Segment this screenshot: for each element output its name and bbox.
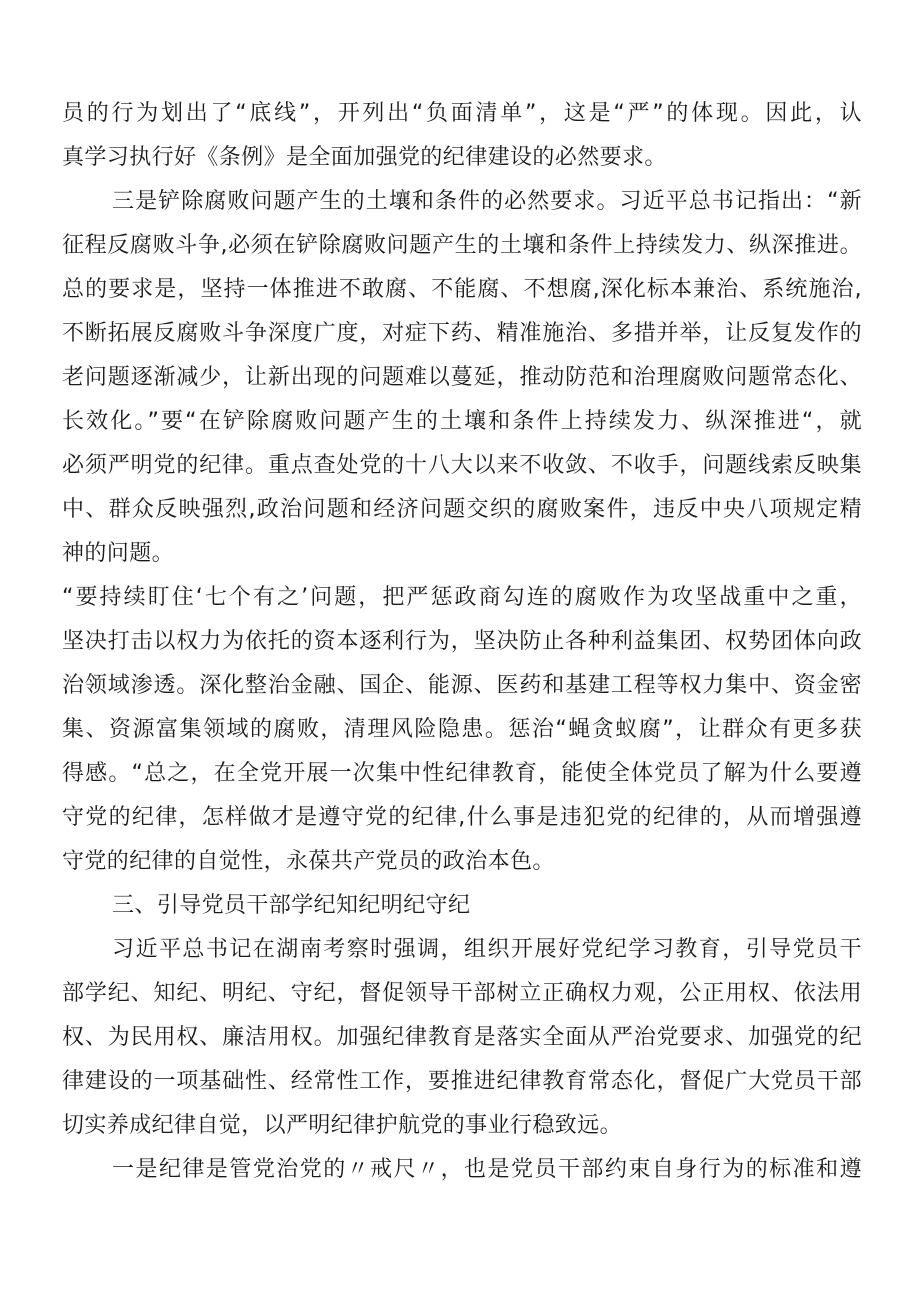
text-line: 切实养成纪律自觉，以严明纪律护航党的事业行稳致远。 xyxy=(62,1113,623,1138)
section-heading: 三、引导党员干部学纪知纪明纪守纪 xyxy=(112,893,471,918)
text-line: 律建设的一项基础性、经常性工作，要推进纪律教育常态化，督促广大党员干部 xyxy=(62,1069,862,1094)
text-line: 长效化。”要“在铲除腐败问题产生的土壤和条件上持续发力、纵深推进“，就 xyxy=(62,409,862,434)
text-line: 三是铲除腐败问题产生的土壤和条件的必然要求。习近平总书记指出：“新 xyxy=(112,189,862,214)
text-line: 中、群众反映强烈,政治问题和经济问题交织的腐败案件，违反中央八项规定精 xyxy=(62,497,862,522)
text-line: 征程反腐败斗争,必须在铲除腐败问题产生的土壤和条件上持续发力、纵深推进。 xyxy=(62,233,862,258)
text-line: 不断拓展反腐败斗争深度广度，对症下药、精准施治、多措并举，让反复发作的 xyxy=(62,321,862,346)
text-line: 集、资源富集领域的腐败，清理风险隐患。惩治“蝇贪蚁腐”，让群众有更多获 xyxy=(62,717,862,742)
text-line: 治领域渗透。深化整治金融、国企、能源、医药和基建工程等权力集中、资金密 xyxy=(62,673,862,698)
text-line: 必须严明党的纪律。重点查处党的十八大以来不收敛、不收手，问题线索反映集 xyxy=(62,453,862,478)
text-line: 习近平总书记在湖南考察时强调，组织开展好党纪学习教育，引导党员干 xyxy=(112,937,862,962)
text-line: 一是纪律是管党治党的〃戒尺〃，也是党员干部约束自身行为的标准和遵 xyxy=(112,1157,862,1182)
text-line: 真学习执行好《条例》是全面加强党的纪律建设的必然要求。 xyxy=(62,145,667,170)
text-line: 坚决打击以权力为依托的资本逐利行为，坚决防止各种利益集团、权势团体向政 xyxy=(62,629,862,654)
text-line: 权、为民用权、廉洁用权。加强纪律教育是落实全面从严治党要求、加强党的纪 xyxy=(62,1025,862,1050)
text-line: 员的行为划出了“底线”，开列出“负面清单”，这是“严”的体现。因此，认 xyxy=(62,101,862,126)
text-line: 部学纪、知纪、明纪、守纪，督促领导干部树立正确权力观，公正用权、依法用 xyxy=(62,981,862,1006)
text-line: 得感。“总之，在全党开展一次集中性纪律教育，能使全体党员了解为什么要遵 xyxy=(62,761,862,786)
text-line: “要持续盯住‘七个有之’问题，把严惩政商勾连的腐败作为攻坚战重中之重， xyxy=(62,585,862,610)
text-line: 守党的纪律的自觉性，永葆共产党员的政治本色。 xyxy=(62,849,555,874)
text-line: 总的要求是，坚持一体推进不敢腐、不能腐、不想腐,深化标本兼治、系统施治, xyxy=(62,277,862,302)
text-line: 守党的纪律，怎样做才是遵守党的纪律,什么事是违犯党的纪律的，从而增强遵 xyxy=(62,805,862,830)
text-line: 神的问题。 xyxy=(62,541,175,566)
text-line: 老问题逐渐减少，让新出现的问题难以蔓延，推动防范和治理腐败问题常态化、 xyxy=(62,365,862,390)
